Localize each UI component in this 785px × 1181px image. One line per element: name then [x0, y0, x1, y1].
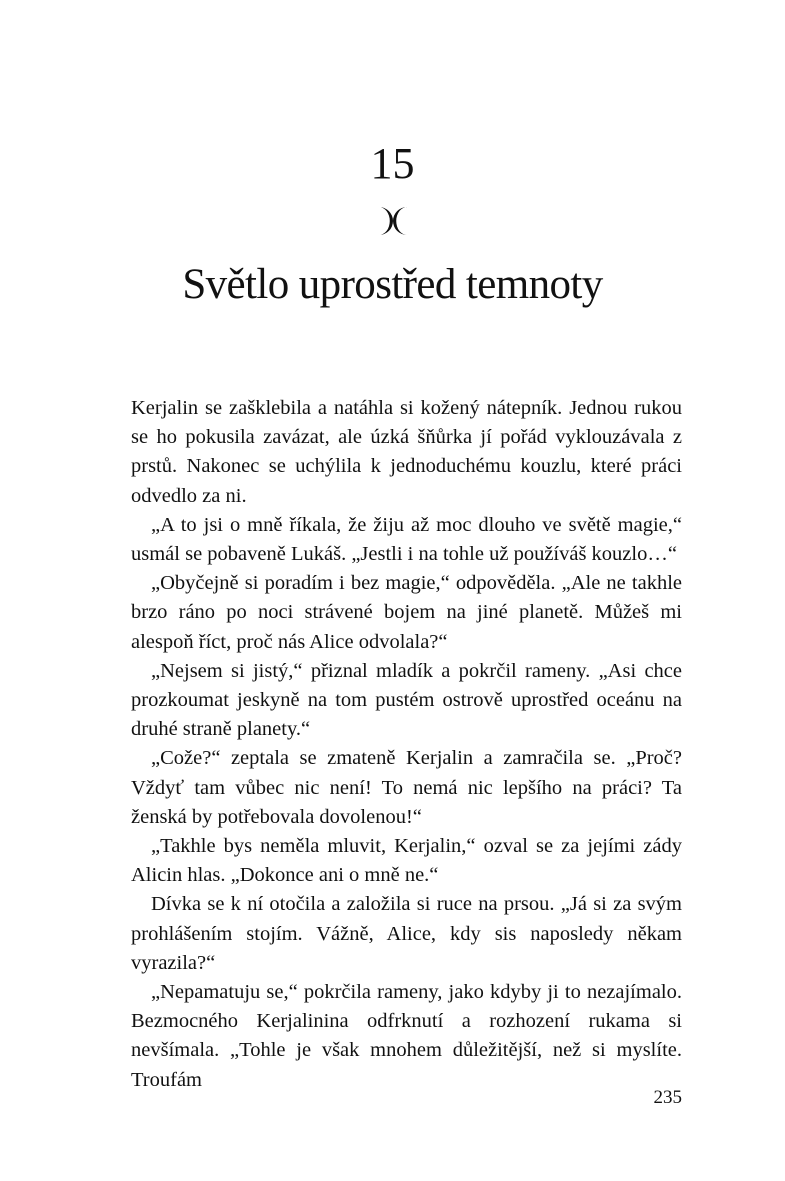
paragraph: „A to jsi o mně říkala, že žiju až moc dlouho ve světě magie,“ usmál se pobaveně Lukáš. „Jestli i na tohle už používáš kouzlo…“	[131, 513, 682, 566]
chapter-body-text	[131, 394, 682, 1095]
chapter-number: 15	[370, 139, 415, 188]
chapter-ornament	[0, 204, 785, 238]
paragraph: „Nejsem si jistý,“ přiznal mladík a pokrčil rameny. „Asi chce prozkoumat jeskyně na tom pustém ostrově uprostřed oceánu na druhé straně planety.“	[131, 659, 682, 741]
paragraph: „Obyčejně si poradím i bez magie,“ odpověděla. „Ale ne takhle brzo ráno po noci strávené bojem na jiné planetě. Můžeš mi alespoň říct, proč nás Alice odvolala?“	[131, 572, 682, 653]
paragraph: Dívka se k ní otočila a založila si ruce na prsou. „Já si za svým prohlášením stojím. Vážně, Alice, kdy sis naposledy někam vyrazila?“	[131, 893, 682, 974]
paragraph: Kerjalin se zašklebila a natáhla si kožený nátepník. Jednou rukou se ho pokusila zavázat, ale úzká šňůrka jí pořád vyklouzávala z prstů. Nakonec se uchýlila k jednoduchému kouzlu, které práci odvedlo za ni.	[131, 397, 682, 507]
paragraph: „Cože?“ zeptala se zmateně Kerjalin a zamračila se. „Proč? Vždyť tam vůbec nic není! To nemá nic lepšího na práci? Ta ženská by potřebovala dovolenou!“	[131, 747, 682, 828]
page-number: 235	[653, 1087, 682, 1108]
paragraph: „Nepamatuju se,“ pokrčila rameny, jako kdyby ji to nezajímalo. Bezmocného Kerjalinina odfrknutí a rozhození rukama si nevšímala. „Tohle je však mnohem důležitější, než si myslíte. Troufám	[131, 981, 682, 1091]
paragraph: „Takhle bys neměla mluvit, Kerjalin,“ ozval se za jejími zády Alicin hlas. „Dokonce ani o mně ne.“	[131, 835, 682, 887]
chapter-title: Světlo uprostřed temnoty	[182, 261, 603, 308]
crescent-moons-icon	[363, 204, 423, 238]
